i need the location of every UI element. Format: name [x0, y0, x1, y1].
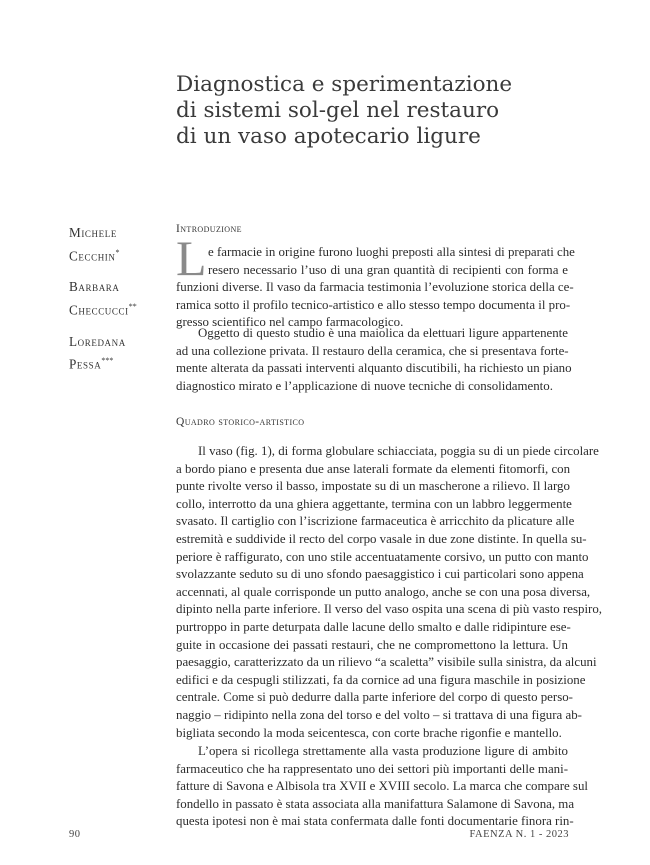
footnote-mark: ** — [128, 301, 137, 311]
text-line: e farmacie in origine furono luoghi preposti alla sintesi di preparati che — [208, 245, 575, 259]
text-line: purtroppo in parte deturpata dalle lacune dello smalto e dalle ridipinture ese- — [176, 619, 571, 634]
text-line: resero necessario l’uso di una gran quantità di recipienti con forma e — [208, 262, 568, 277]
text-line: Oggetto di questo studio è una maiolica da elettuari ligure appartenente — [198, 326, 568, 340]
footnote-mark: * — [115, 247, 120, 257]
author-list — [69, 223, 169, 386]
quadro-paragraph-2 — [176, 743, 588, 831]
text-line: fatture di Savona e Albisola tra XVII e XVIII secolo. La marca che compare sul — [176, 779, 588, 794]
text-line: centrale. Come si può dedurre dalla parte inferiore del corpo di questo perso- — [176, 690, 573, 705]
intro-paragraph-1 — [176, 244, 575, 332]
text-line: svolazzante seduto su di uno sfondo paesaggistico i cui particolari sono appena — [176, 567, 584, 582]
author-surname: Checcucci — [69, 302, 129, 318]
text-line: periore è raffigurato, con uno stile accentuatamente corsivo, un putto con manto — [176, 549, 589, 564]
text-line: a bordo piano e presenta due anse laterali formate da elementi fitomorfi, con — [176, 461, 571, 476]
author-3 — [69, 332, 169, 374]
text-line: L’opera si ricollega strettamente alla vasta produzione ligure di ambito — [198, 744, 568, 758]
text-line: ad una collezione privata. Il restauro della ceramica, che si presentava forte- — [176, 343, 569, 358]
intro-paragraph-2 — [176, 325, 572, 395]
quadro-paragraph-1 — [176, 443, 602, 742]
author-last-name — [69, 351, 169, 374]
text-line: bigliata secondo la moda seicentesca, con corte brache rigonfie e mantello. — [176, 725, 562, 740]
journal-reference: FAENZA N. 1 - 2023 — [469, 829, 569, 840]
footnote-mark: *** — [101, 356, 114, 366]
author-last-name — [69, 243, 169, 266]
section-heading-quadro: Quadro storico-artistico — [176, 416, 305, 428]
author-surname: Cecchin — [69, 247, 116, 263]
text-line: svasato. Il cartiglio con l’iscrizione farmaceutica è arricchito da plicature alle — [176, 514, 575, 529]
text-line: fondello in passato è stata associata alla manifattura Salamone di Savona, ma — [176, 796, 575, 811]
text-line: ramica sotto il profilo tecnico-artistico e allo stesso tempo documenta il pro- — [176, 297, 571, 312]
author-first-name: Michele — [69, 225, 117, 240]
title-line: di un vaso apotecario ligure — [176, 124, 481, 149]
text-line: diagnostico mirato e l’applicazione di nuove tecniche di consolidamento. — [176, 378, 553, 393]
text-line: mente alterata da passati interventi alquanto discutibili, ha richiesto un piano — [176, 361, 572, 376]
text-line: guite in occasione dei passati restauri, che ne compromettono la lettura. Un — [176, 637, 568, 652]
text-line: gresso scientifico nel campo farmacologico. — [176, 315, 404, 330]
author-2 — [69, 277, 169, 319]
author-last-name — [69, 297, 169, 320]
title-line: Diagnostica e sperimentazione — [176, 72, 513, 97]
drop-cap: L — [176, 230, 207, 286]
text-line: funzioni diverse. Il vaso da farmacia testimonia l’evoluzione storica della ce- — [176, 280, 574, 295]
text-line: edifici e da cespugli stilizzati, fa da cornice ad una figura maschile in posizione — [176, 672, 586, 687]
text-line: estremità e suddivide il recto del corpo vasale in due zone distinte. In quella su- — [176, 531, 587, 546]
author-first-name: Loredana — [69, 333, 126, 349]
text-line: paesaggio, caratterizzato da un rilievo “a scaletta” visibile sulla sinistra, da alcuni — [176, 655, 597, 670]
text-line: questa ipotesi non è mai stata confermata dalle fonti documentarie finora rin- — [176, 814, 574, 829]
author-first-name: Barbara — [69, 279, 120, 295]
title-line: di sistemi sol-gel nel restauro — [176, 98, 500, 123]
text-line: punte rivolte verso il basso, impostate su di un mascherone a rilievo. Il largo — [176, 479, 570, 494]
article-title — [176, 72, 596, 150]
page-number: 90 — [69, 829, 81, 840]
text-line: dipinto nella parte inferiore. Il verso del vaso ospita una scena di più vasto respiro, — [176, 602, 602, 617]
text-line: collo, interrotto da una ghiera aggettante, termina con un labbro leggermente — [176, 496, 572, 511]
author-1 — [69, 223, 169, 265]
author-surname: Pessa — [69, 356, 102, 372]
section-heading-introduzione: Introduzione — [176, 223, 242, 235]
text-line: accennati, al quale corrisponde un putto analogo, anche se con una posa diversa, — [176, 584, 591, 599]
text-line: naggio – ridipinto nella zona del torso e del volto – si trattava di una figura ab- — [176, 707, 582, 722]
text-line: Il vaso (fig. 1), di forma globulare schiacciata, poggia su di un piede circolare — [198, 444, 599, 458]
text-line: farmaceutico che ha rappresentato uno dei settori più importanti delle mani- — [176, 761, 568, 776]
